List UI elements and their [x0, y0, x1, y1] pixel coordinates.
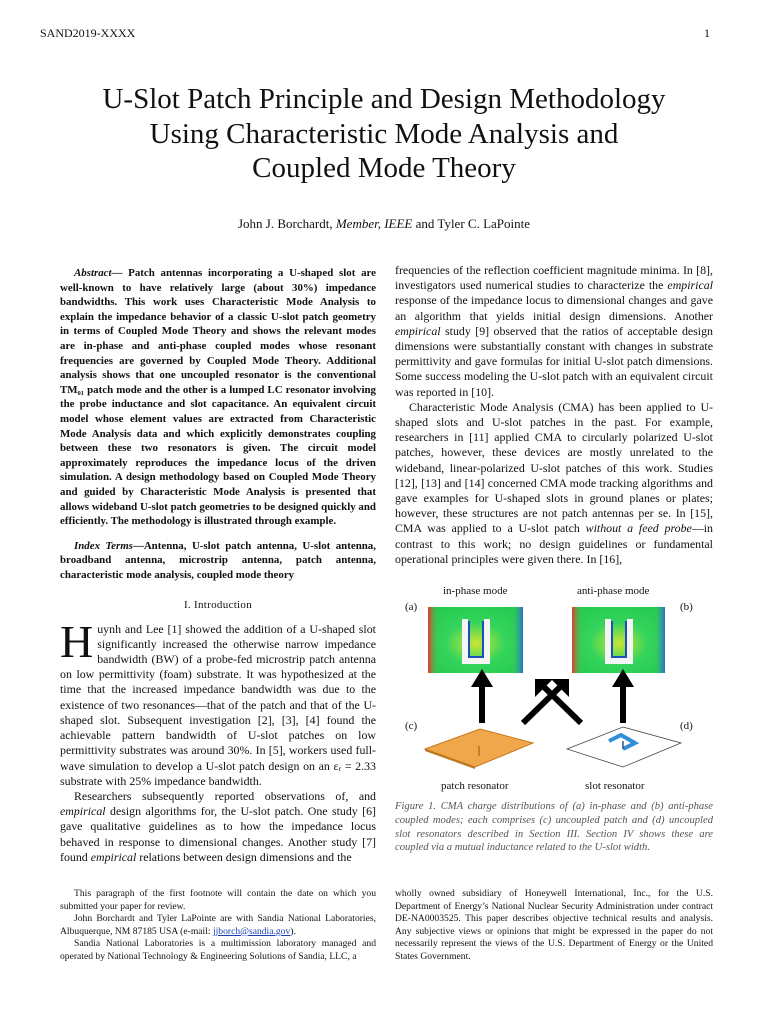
- title-line-1: U-Slot Patch Principle and Design Methodology: [102, 83, 666, 115]
- author-email-link[interactable]: jjborch@sandia.gov: [212, 925, 291, 937]
- footnote-date: This paragraph of the first footnote will contain the date on which you submitted your paper for review.: [60, 888, 376, 912]
- right-cma-a: Characteristic Mode Analysis (CMA) has been applied to U-shaped slots and U-slot patches in the past. For example, researchers in [11] applied CMA to circularly polarized U-slot patches, however, these devices are mostly unrelated to the wideband, linear-polarized U-slot patches of this work. Studies [12], [13] and [14] concerned CMA mode tracking algorithms and gave examples for U-shaped slots in ground planes or plates; however, these structures are not patch antennas per se. In [15], CMA was applied to a U-slot patch: [395, 399, 713, 536]
- abstract-text: Patch antennas incorporating a U-shaped slot are well-known to have relatively large (about 30%) impedance bandwidths. This work uses Characteristic Mode Analysis to explain the impedance behavior of a classic U-slot patch geometry in terms of Coupled Mode Theory and shows the relevant modes are in-phase and anti-phase coupled modes whose resonant frequencies are governed by Coupled Mode Theory. Additional analysis shows that one uncoupled resonator is the conventional TM₀₁ patch mode and the other is a lumped LC resonator involving the probe inductance and slot capacitance. An equivalent circuit model whose element values are extracted from Characteristic Mode Analysis data and which explicitly demonstrates coupling between these two resonators is given. The circuit model approximately reproduces the impedance locus of the driven simulation. A design methodology based on Coupled Mode Theory and guided by Characteristic Mode Analysis is presented that allows wideband U-slot patch geometries to be designed quickly and efficiently. The methodology is illustrated through example.: [60, 267, 376, 528]
- anti-phase-mode-label: anti-phase mode: [577, 585, 650, 597]
- figure-label-a: (a): [405, 601, 418, 613]
- slot-resonator-drawing: [567, 727, 681, 767]
- coupling-arrows: [471, 669, 634, 723]
- right-cont-c: study [9] observed that the ratios of acceptable design dimensions were substantially constant with changes in substrate permittivity and gave formulas for initial U-slot patch dimensions. Some success modeling the U-slot patch with an equivalent circuit was reported in [10].: [395, 323, 713, 399]
- right-cma-em: without a feed probe: [585, 521, 692, 536]
- author-2: and Tyler C. LaPointe: [412, 216, 531, 231]
- author-1: John J. Borchardt,: [237, 216, 336, 231]
- right-column: [395, 263, 713, 567]
- footnote-right: [395, 888, 713, 964]
- figure-label-c: (c): [405, 720, 418, 732]
- abstract-lead: Abstract: [74, 267, 112, 279]
- figure-label-b: (b): [680, 601, 693, 613]
- abstract: [60, 266, 376, 529]
- figure-label-d: (d): [680, 720, 693, 732]
- patch-resonator-drawing: [425, 729, 533, 769]
- abstract-dash: —: [111, 267, 129, 279]
- intro-paragraph-1-text: uynh and Lee [1] showed the addition of a U-shaped slot significantly increased the otherwise narrow impedance bandwidth (BW) of a probe-fed microstrip patch antenna on low permittivity (foam) substrate. It was hypothesized at the time that the increased impedance bandwidth was due to the existence of two resonances—that of the patch and that of the U-shaped slot. Subsequent investigation [2], [3], [4] found the achievable pattern bandwidth of U-slot patches on low permittivity substrates was around 30%. In [5], workers used full-wave simulation to develop a U-slot patch design on an εᵣ = 2.33 substrate with 25% impedance bandwidth.: [60, 621, 376, 788]
- paper-title: [40, 82, 728, 186]
- section-heading-introduction: I. Introduction: [183, 599, 253, 612]
- footnote-affiliation-end: ).: [290, 925, 296, 937]
- right-cont-a: frequencies of the reflection coefficient magnitude minima. In [8], investigators used numerical studies to characterize the: [395, 263, 713, 293]
- patch-resonator-label: patch resonator: [441, 780, 509, 792]
- intro-p2-b: design algorithms for, the U-slot patch. One study [6] gave qualitative guidelines as to how the impedance locus behaved in response to dimensional changes. Another study [7] found: [60, 804, 376, 864]
- right-cont-b: response of the impedance locus to dimensional changes and gave an algorithm that yields initial design dimensions. Another: [395, 293, 713, 323]
- right-paragraph-cma: [395, 400, 713, 567]
- intro-p2-a: Researchers subsequently reported observations of, and: [74, 788, 376, 803]
- author-membership: Member, IEEE: [335, 216, 413, 231]
- title-line-2: Using Characteristic Mode Analysis and: [149, 117, 619, 150]
- figure-1: [395, 583, 713, 793]
- right-cont-em2: empirical: [395, 323, 441, 338]
- index-terms-lead: Index Terms: [74, 539, 133, 552]
- author-line: [0, 216, 768, 232]
- in-phase-mode-plot: [428, 607, 523, 673]
- title-line-3: Coupled Mode Theory: [252, 152, 516, 184]
- in-phase-mode-label: in-phase mode: [443, 585, 508, 597]
- right-paragraph-continued: [395, 263, 713, 400]
- slot-resonator-label: slot resonator: [585, 780, 645, 792]
- drop-cap: H: [60, 615, 94, 667]
- report-id: SAND2019-XXXX: [40, 26, 136, 40]
- intro-paragraph-1: [60, 615, 376, 789]
- right-cont-em1: empirical: [667, 278, 713, 293]
- footnote-affiliation: [60, 913, 376, 938]
- figure-1-caption: Figure 1. CMA charge distributions of (a) in-phase and (b) anti-phase coupled modes; each comprises (c) uncoupled patch and (d) uncoupled slot resonators described in Section III. Section IV shows these are coupled via a mutual inductance related to the U-slot width.: [395, 801, 713, 854]
- intro-p2-em1: empirical: [60, 804, 106, 819]
- right-cma-b: —in contrast to this work; no design guidelines or fundamental operational principles were given there. In [16],: [395, 521, 713, 566]
- intro-p2-c: relations between design dimensions and the: [136, 849, 352, 864]
- footnote-disclaimer: wholly owned subsidiary of Honeywell International, Inc., for the U.S. Department of Energy’s National Nuclear Security Administration under contract DE-NA0003525. This paper describes objective technical results and analysis. Any subjective views or opinions that might be expressed in the paper do not necessarily represent the views of the U.S. Department of Energy or the United States Government.: [395, 888, 713, 962]
- footnote-left: [60, 888, 376, 964]
- intro-p2-em2: empirical: [90, 849, 137, 864]
- index-terms-text: —Antenna, U-slot patch antenna, U-slot antenna, broadband antenna, microstrip antenna, patch antenna, characteristic mode analysis, coupled mode theory: [60, 539, 376, 581]
- footnote-sandia: Sandia National Laboratories is a multimission laboratory managed and operated by National Technology & Engineering Solutions of Sandia, LLC, a: [60, 938, 376, 962]
- intro-paragraph-2: [60, 789, 376, 865]
- figure-1-graphics: [395, 583, 713, 793]
- index-terms: [60, 539, 376, 583]
- left-column: [60, 266, 376, 865]
- page-number: 1: [704, 26, 710, 40]
- anti-phase-mode-plot: [572, 607, 665, 673]
- footnote-affiliation-text: John Borchardt and Tyler LaPointe are with Sandia National Laboratories, Albuquerque, NM 87185 USA (e-mail:: [60, 913, 376, 937]
